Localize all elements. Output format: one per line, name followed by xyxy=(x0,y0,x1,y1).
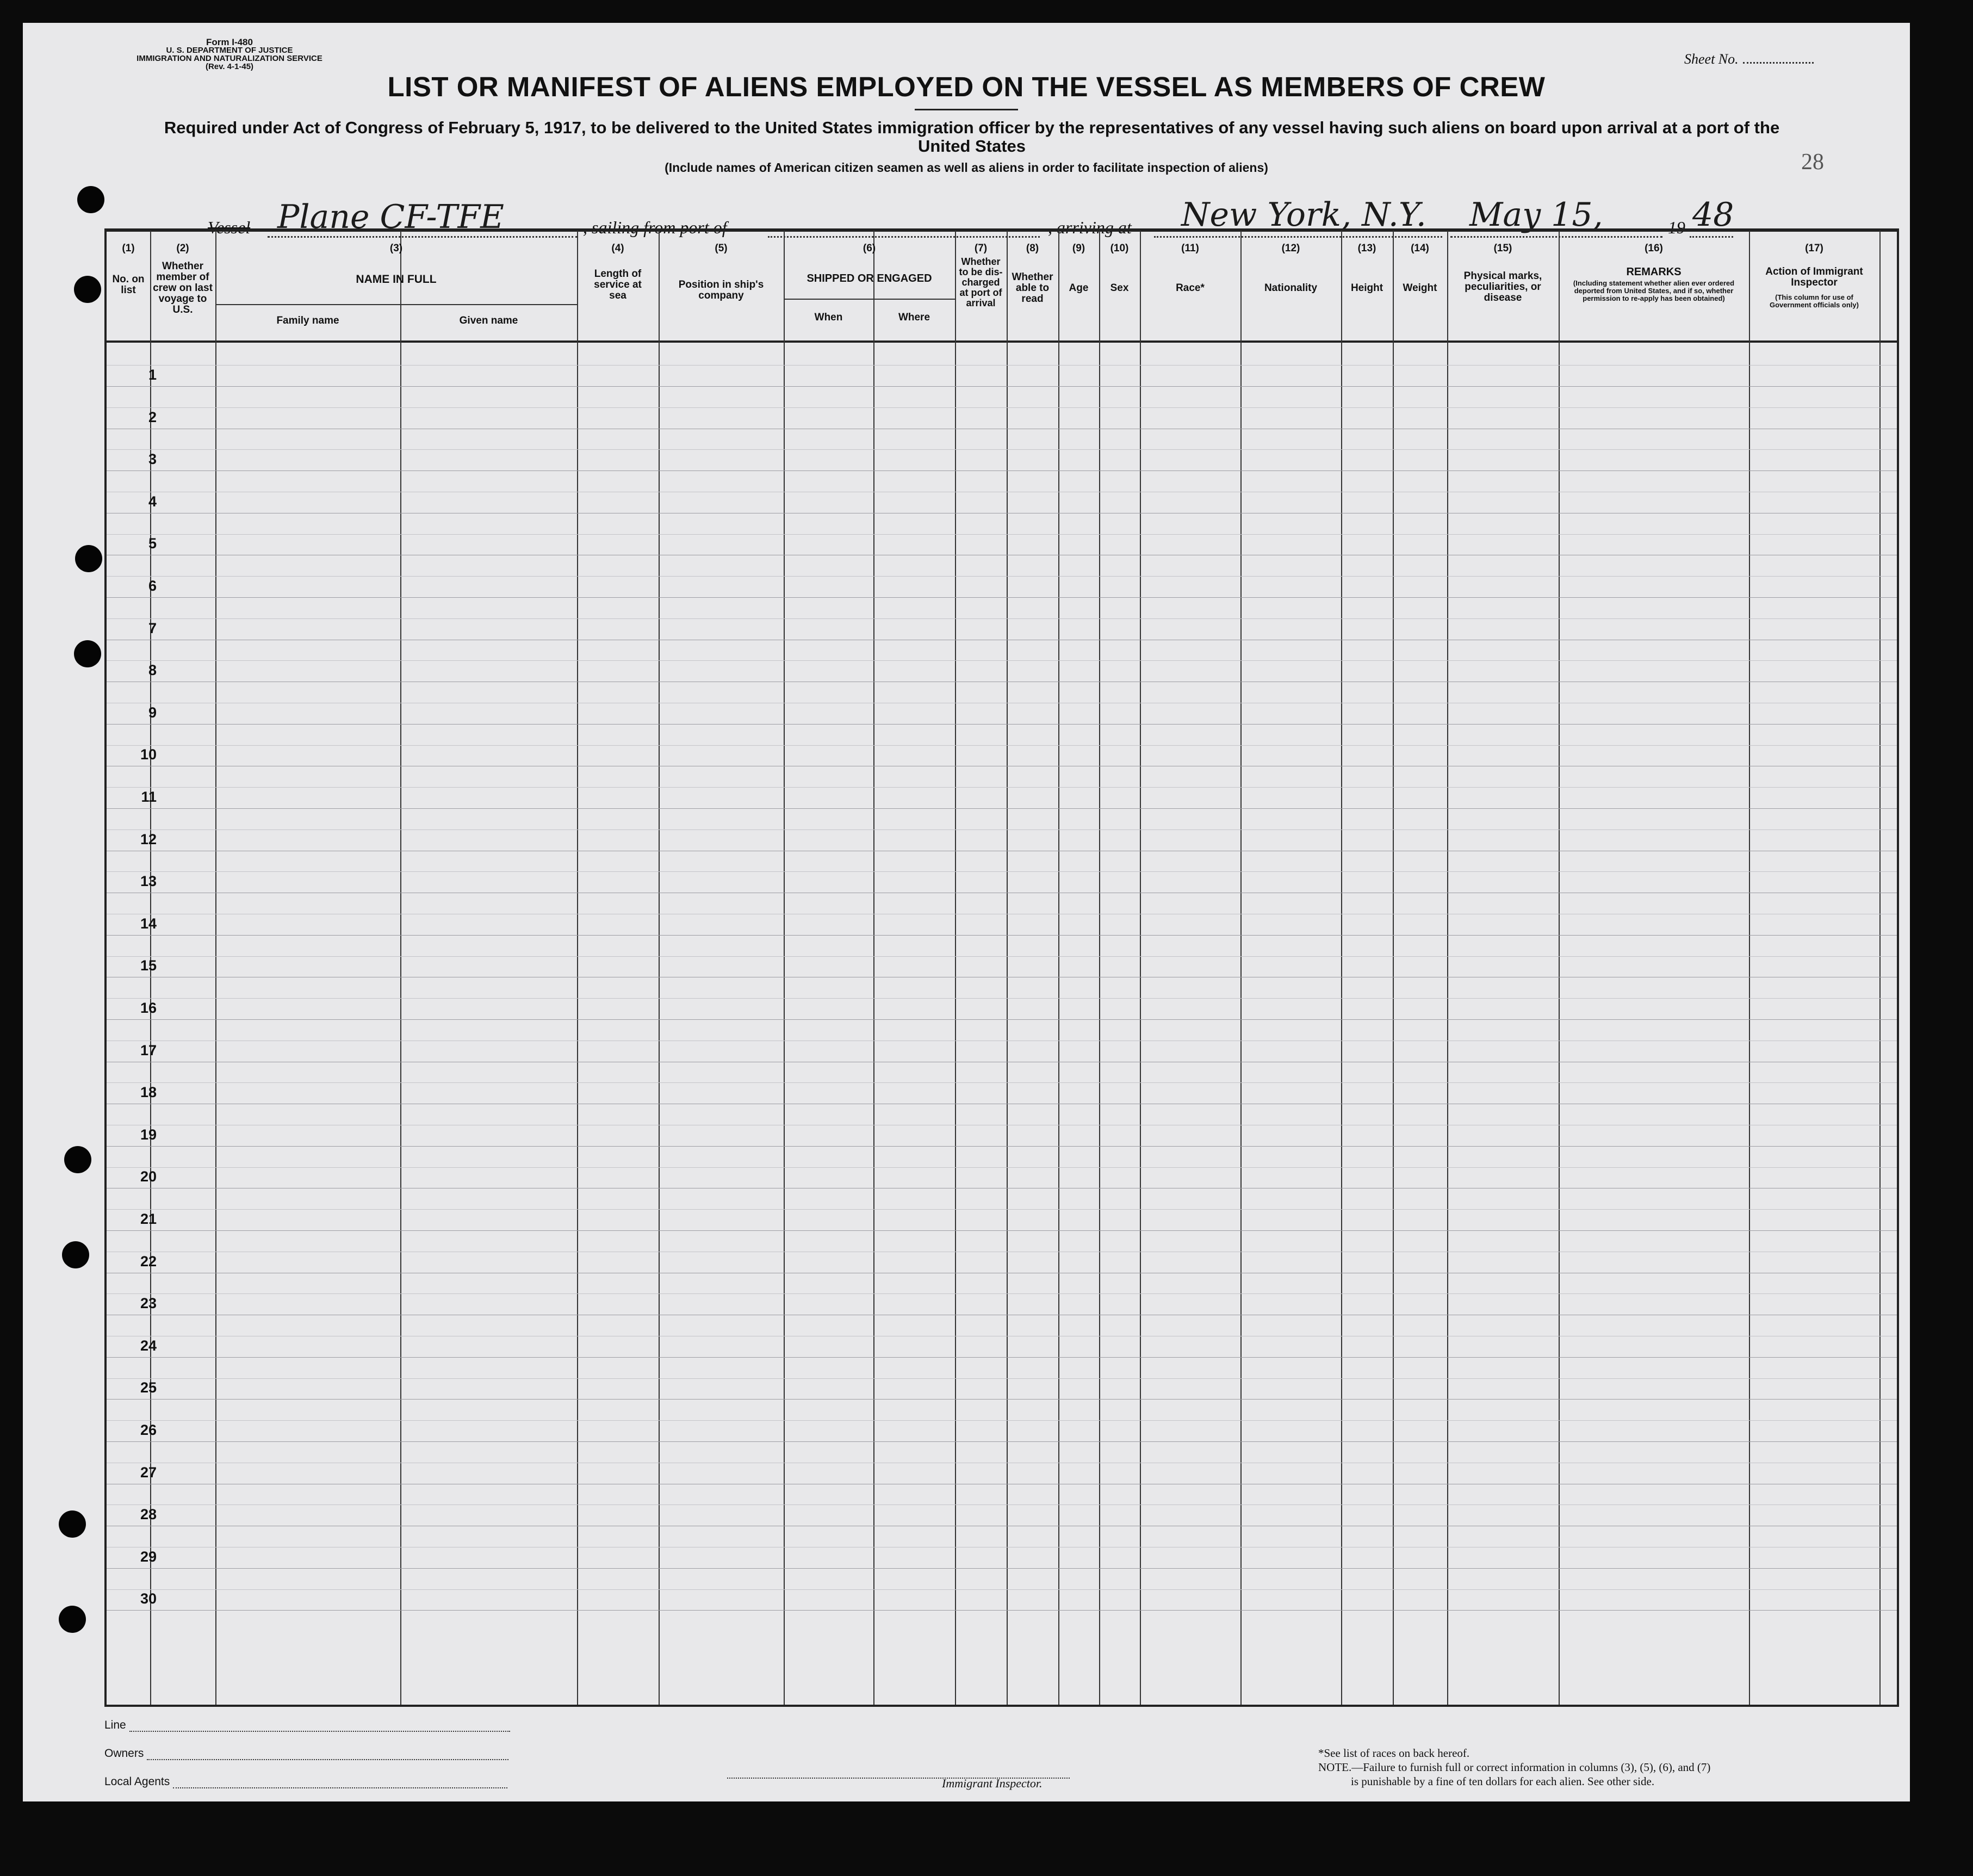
row-guide-line xyxy=(107,745,1897,746)
footer-agents-label: Local Agents xyxy=(104,1775,170,1788)
col3-number: (3) xyxy=(389,243,403,254)
table-row xyxy=(107,808,1897,809)
penalty-note-2: is punishable by a fine of ten dollars for each alien. See other side. xyxy=(1351,1775,1655,1788)
row-number: 25 xyxy=(140,1379,157,1396)
row-number: 15 xyxy=(140,957,157,974)
family-name-header: Family name xyxy=(276,315,339,326)
col17-header: Action of Immigrant Inspector xyxy=(1765,266,1863,288)
row-guide-line xyxy=(107,407,1897,408)
col9-number: (9) xyxy=(1072,243,1085,254)
col12-number: (12) xyxy=(1281,243,1300,254)
punch-hole xyxy=(59,1606,86,1633)
col11-number: (11) xyxy=(1181,243,1199,254)
include-note: (Include names of American citizen seamen as well as aliens in order to facilitate inspection of aliens) xyxy=(665,160,1268,175)
arriving-label: , arriving at xyxy=(1048,218,1132,237)
inspector-label: Immigrant Inspector. xyxy=(942,1776,1043,1790)
table-row xyxy=(107,1357,1897,1358)
col15-header: Physical marks, peculiarities, or disease xyxy=(1463,270,1542,304)
table-row xyxy=(107,1441,1897,1442)
punch-hole xyxy=(62,1241,89,1268)
punch-hole xyxy=(74,640,101,667)
row-number: 4 xyxy=(148,493,157,510)
row-number: 21 xyxy=(140,1211,157,1227)
table-row xyxy=(107,1399,1897,1400)
row-guide-line xyxy=(107,618,1897,619)
col16-header: REMARKS xyxy=(1626,266,1682,278)
name-subheader-rule xyxy=(215,304,577,305)
sheet-number xyxy=(1684,51,1814,67)
row-guide-line xyxy=(107,956,1897,957)
form-number: Form I-480 xyxy=(206,37,253,47)
table-row xyxy=(107,386,1897,387)
header-bottom-rule xyxy=(107,340,1897,343)
row-number: 29 xyxy=(140,1548,157,1565)
footer-agents-field xyxy=(104,1775,507,1788)
col4-header: Length of service at sea xyxy=(594,268,642,301)
row-number: 8 xyxy=(148,662,157,679)
table-row xyxy=(107,470,1897,471)
row-number: 24 xyxy=(140,1337,157,1354)
page-stamp: 28 xyxy=(1801,150,1824,175)
row-guide-line xyxy=(107,1293,1897,1294)
when-header: When xyxy=(814,312,843,323)
row-number: 27 xyxy=(140,1464,157,1481)
row-guide-line xyxy=(107,871,1897,872)
header-top-rule xyxy=(107,231,1897,232)
row-guide-line xyxy=(107,998,1897,999)
col14-header: Weight xyxy=(1403,282,1437,294)
col5-header: Position in ship's company xyxy=(678,279,764,301)
col8-number: (8) xyxy=(1026,243,1039,254)
col2-number: (2) xyxy=(176,243,189,254)
where-header: Where xyxy=(898,312,930,323)
row-number: 23 xyxy=(140,1295,157,1312)
punch-hole xyxy=(77,186,104,213)
row-number: 19 xyxy=(140,1126,157,1143)
page-subtitle: Required under Act of Congress of February 5, 1917, to be delivered to the United States immigration officer by the representatives of any vessel having such aliens on board upon arrival at a port of the United States xyxy=(164,118,1780,156)
col11-header: Race* xyxy=(1176,282,1205,294)
footer-line-input[interactable] xyxy=(129,1731,510,1732)
col7-number: (7) xyxy=(974,243,988,254)
sheet-number-label: Sheet No. xyxy=(1684,51,1739,67)
vessel-value[interactable]: Plane CF-TFE xyxy=(277,198,504,236)
col15-number: (15) xyxy=(1493,243,1512,254)
table-row xyxy=(107,1146,1897,1147)
year-value[interactable]: 48 xyxy=(1692,196,1734,234)
title-divider xyxy=(915,109,1018,110)
row-number: 9 xyxy=(148,704,157,721)
row-number: 10 xyxy=(140,746,157,763)
vessel-label: Vessel xyxy=(208,218,251,237)
row-guide-line xyxy=(107,1504,1897,1505)
table-row xyxy=(107,597,1897,598)
footer-owners-field xyxy=(104,1747,508,1760)
page-title: LIST OR MANIFEST OF ALIENS EMPLOYED ON THE VESSEL AS MEMBERS OF CREW xyxy=(387,71,1546,102)
department: U. S. DEPARTMENT OF JUSTICE xyxy=(166,46,293,55)
row-guide-line xyxy=(107,365,1897,366)
row-guide-line xyxy=(107,660,1897,661)
row-guide-line xyxy=(107,449,1897,450)
row-number: 28 xyxy=(140,1506,157,1523)
col1-header: No. on list xyxy=(112,274,145,296)
row-guide-line xyxy=(107,576,1897,577)
race-note: *See list of races on back hereof. xyxy=(1318,1747,1470,1760)
col6-number: (6) xyxy=(863,243,876,254)
footer-owners-label: Owners xyxy=(104,1747,144,1760)
col17-note: (This column for use of Government officials only) xyxy=(1770,293,1859,309)
row-number: 3 xyxy=(148,451,157,468)
col10-number: (10) xyxy=(1110,243,1129,254)
punch-hole xyxy=(74,276,101,303)
row-guide-line xyxy=(107,787,1897,788)
col3-header: NAME IN FULL xyxy=(356,273,437,286)
arriving-value[interactable]: New York, N.Y. xyxy=(1181,196,1426,234)
row-number: 30 xyxy=(140,1590,157,1607)
row-number: 1 xyxy=(148,367,157,383)
col9-header: Age xyxy=(1069,282,1089,294)
row-number: 14 xyxy=(140,915,157,932)
punch-hole xyxy=(64,1146,91,1173)
row-number: 26 xyxy=(140,1422,157,1438)
row-guide-line xyxy=(107,1082,1897,1083)
row-number: 5 xyxy=(148,535,157,552)
date-value[interactable]: May 15, xyxy=(1469,196,1603,234)
row-guide-line xyxy=(107,1209,1897,1210)
col16-number: (16) xyxy=(1645,243,1663,254)
punch-hole xyxy=(59,1510,86,1538)
table-row xyxy=(107,724,1897,725)
given-name-header: Given name xyxy=(459,315,518,326)
table-row xyxy=(107,935,1897,936)
row-number: 18 xyxy=(140,1084,157,1101)
revision: (Rev. 4-1-45) xyxy=(205,62,254,71)
col6-header: SHIPPED OR ENGAGED xyxy=(806,273,932,284)
service: IMMIGRATION AND NATURALIZATION SERVICE xyxy=(137,54,322,63)
table-row xyxy=(107,1230,1897,1231)
row-guide-line xyxy=(107,1420,1897,1421)
col13-header: Height xyxy=(1350,282,1383,294)
col2-header: Whether member of crew on last voyage to U.S. xyxy=(153,261,213,315)
col12-header: Nationality xyxy=(1264,282,1318,294)
row-guide-line xyxy=(107,1589,1897,1590)
row-number: 11 xyxy=(141,789,157,805)
table-row xyxy=(107,1019,1897,1020)
shipped-subheader-rule xyxy=(784,299,955,300)
row-guide-line xyxy=(107,1378,1897,1379)
table-row xyxy=(107,1568,1897,1569)
row-number: 20 xyxy=(140,1168,157,1185)
row-number: 2 xyxy=(148,408,157,425)
punch-hole xyxy=(75,545,102,572)
row-guide-line xyxy=(107,534,1897,535)
row-number: 7 xyxy=(148,620,157,636)
col8-header: Whether able to read xyxy=(1012,271,1053,305)
row-number: 6 xyxy=(148,578,157,594)
row-guide-line xyxy=(107,1167,1897,1168)
footer-agents-input[interactable] xyxy=(173,1787,507,1788)
col1-number: (1) xyxy=(122,243,135,254)
col4-number: (4) xyxy=(611,243,624,254)
footer-line-field xyxy=(104,1719,510,1732)
row-number: 22 xyxy=(140,1253,157,1270)
row-guide-line xyxy=(107,829,1897,830)
row-number: 16 xyxy=(140,1000,157,1016)
col14-number: (14) xyxy=(1411,243,1429,254)
row-number: 17 xyxy=(140,1042,157,1058)
table-row xyxy=(107,1610,1897,1611)
col16-note: (Including statement whether alien ever ordered deported from United States, and if so, whether permission to re-apply has been obtained) xyxy=(1573,279,1735,302)
crew-table xyxy=(104,228,1899,1707)
row-number: 13 xyxy=(140,873,157,890)
col13-number: (13) xyxy=(1357,243,1376,254)
manifest-sheet xyxy=(23,23,1910,1801)
year-prefix: 19 xyxy=(1668,218,1685,237)
col17-number: (17) xyxy=(1805,243,1823,254)
sailing-label: , sailing from port of xyxy=(583,218,727,237)
footer-line-label: Line xyxy=(104,1719,126,1731)
row-number: 12 xyxy=(140,831,157,847)
col10-header: Sex xyxy=(1110,282,1129,294)
col7-header: Whether to be dis-charged at port of arrival xyxy=(959,256,1003,308)
penalty-note-1: NOTE.—Failure to furnish full or correct information in columns (3), (5), (6), and (7) xyxy=(1318,1761,1711,1774)
sheet-number-field[interactable] xyxy=(1743,62,1814,64)
form-identifier xyxy=(129,38,330,71)
col5-number: (5) xyxy=(715,243,728,254)
footer-owners-input[interactable] xyxy=(147,1759,508,1760)
